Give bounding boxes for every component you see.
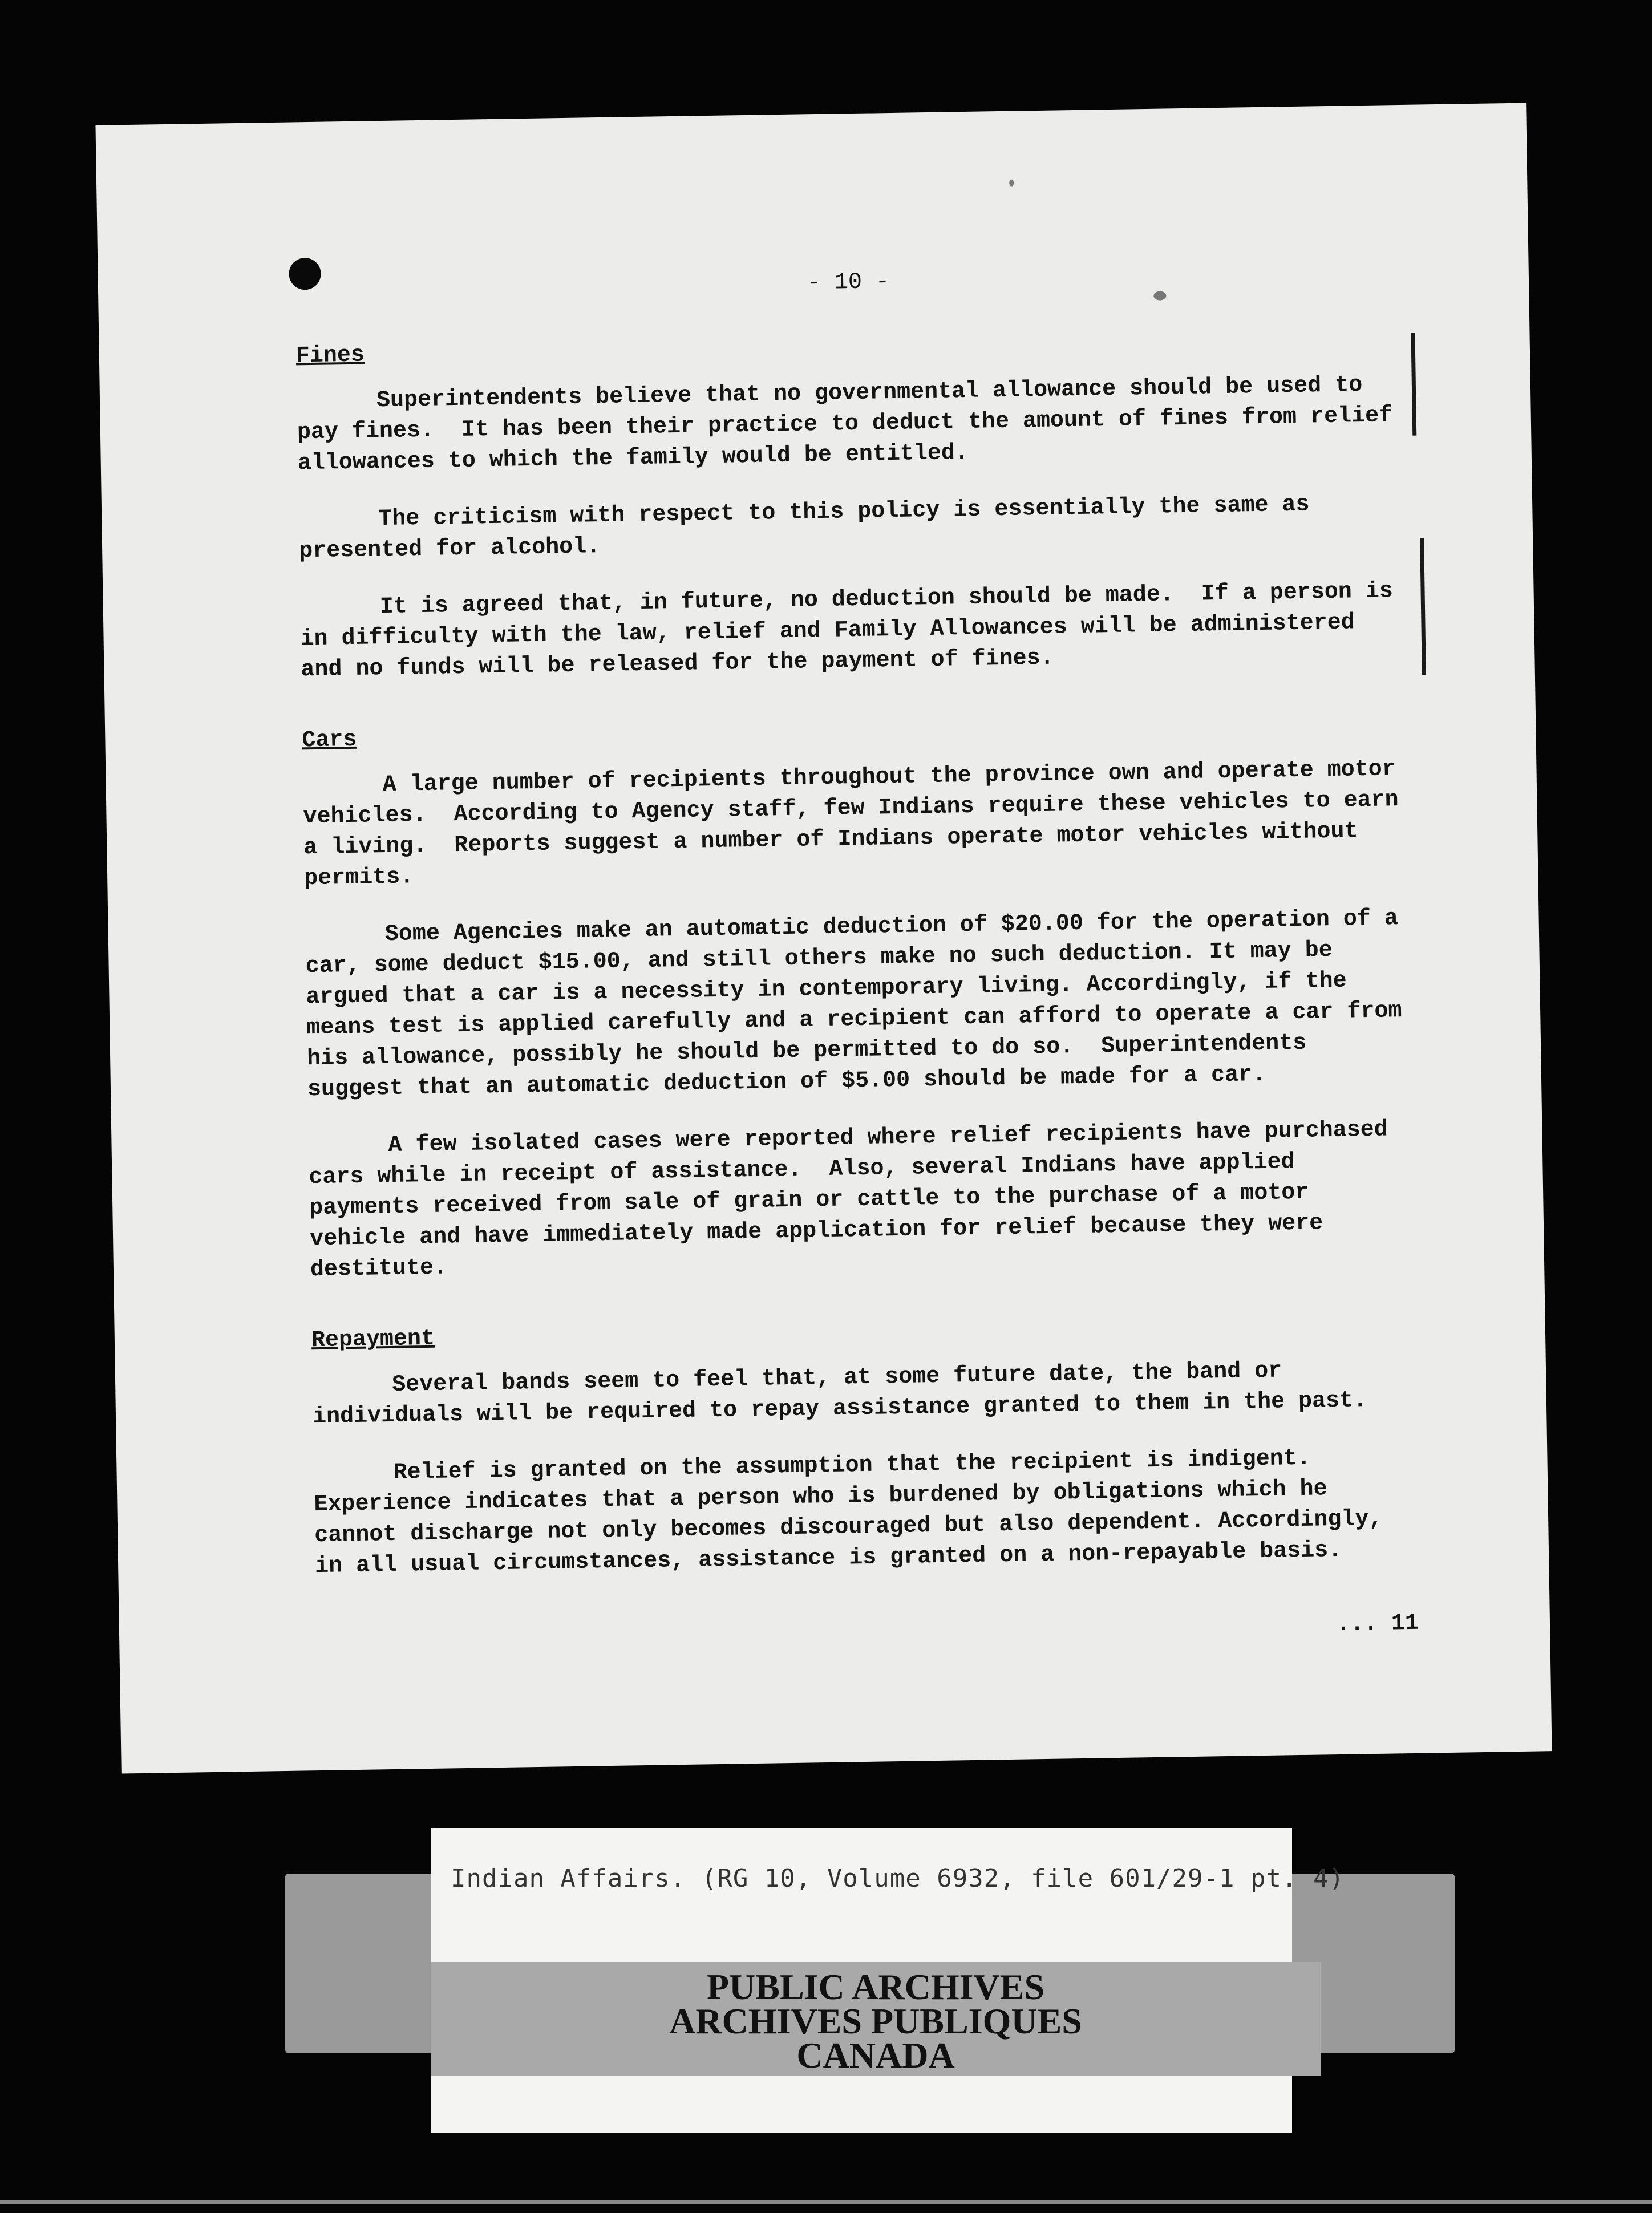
stamp-line: CANADA	[796, 2035, 955, 2076]
section-heading-cars: Cars	[302, 727, 357, 754]
paragraph: It is agreed that, in future, no deduction should be made. If a person is in difficulty with the law, relief and Family Allowances will be administered and no funds will be released for the payment of fines.	[300, 578, 1407, 683]
document-body	[295, 259, 1422, 1608]
scan-edge	[0, 2200, 1652, 2204]
paragraph: Several bands seem to feel that, at some future date, the band or individuals will be required to repay assistance granted to them in the past.	[312, 1358, 1367, 1430]
stamp-line: PUBLIC ARCHIVES	[706, 1967, 1045, 2007]
page-number: - 10 -	[807, 269, 890, 297]
margin-revision-bar	[1420, 538, 1426, 675]
paragraph: Superintendents believe that no governmental allowance should be used to pay fines. It has been their practice to deduct the amount of fines from relief allowances to which the family would be entitled.	[297, 372, 1407, 477]
paragraph: Relief is granted on the assumption that the recipient is indigent. Experience indicates that a person who is burdened by obligations which he cannot discharge not only becomes discouraged but also dependent. Accordingly, in all usual circumstances, assistance is granted on a non-repayable basis.	[314, 1445, 1396, 1580]
section-heading-repayment: Repayment	[311, 1326, 435, 1354]
paragraph: A few isolated cases were reported where relief recipients have purchased cars while in receipt of assistance. Also, several Indians have applied payments received from sale of grain or cattle to the purchase of a motor vehicle and have immediately made application for relief because they were destitute.	[309, 1117, 1402, 1283]
paragraph: A large number of recipients throughout the province own and operate motor vehicles. According to Agency staff, few Indians require these vehicles to earn a living. Reports suggest a number of Indians operate motor vehicles without permits.	[303, 756, 1412, 892]
continuation-marker: ... 11	[1336, 1610, 1419, 1638]
ink-speck	[1009, 180, 1014, 187]
archive-stamp	[431, 1962, 1321, 2076]
margin-revision-bar	[1411, 333, 1416, 436]
paragraph: The criticism with respect to this policy is essentially the same as presented for alcohol.	[298, 492, 1323, 565]
document-page	[95, 103, 1552, 1773]
archive-reference: Indian Affairs. (RG 10, Volume 6932, file 601/29-1 pt. 4)	[451, 1864, 1345, 1893]
section-heading-fines: Fines	[295, 342, 365, 370]
stamp-line: ARCHIVES PUBLIQUES	[669, 2001, 1082, 2041]
paragraph: Some Agencies make an automatic deduction of $20.00 for the operation of a car, some deduct $15.00, and still others make no such deduction. It may be argued that a car is a necessity in contemporary living. Accordingly, if the means test is applied carefully and a recipient can afford to operate a car from his allowance, possibly he should be permitted to do so. Superintendents suggest that an automatic deduction of $5.00 should be made for a car.	[305, 905, 1416, 1103]
